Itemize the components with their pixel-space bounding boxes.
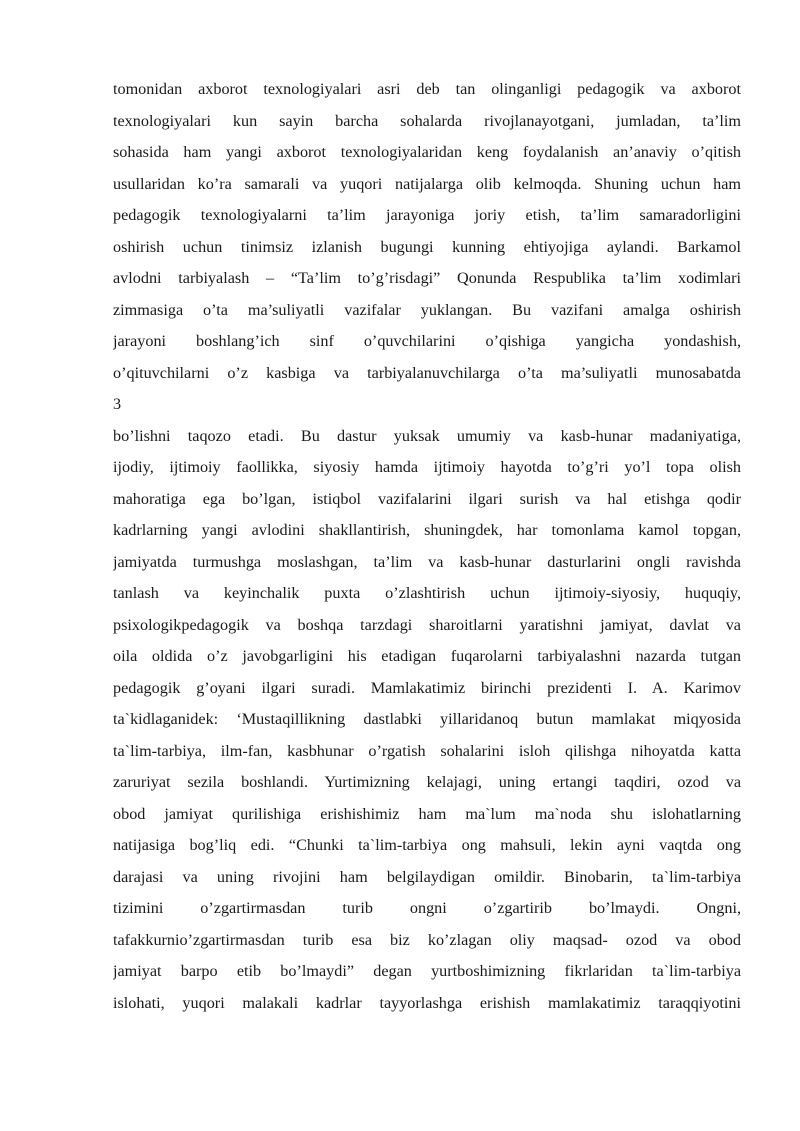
text-line: jarayoni boshlang’ich sinf o’quvchilarini o’qishiga yangicha yondashish, xyxy=(113,332,741,350)
text-line: pedagogik g’oyani ilgari suradi. Mamlakatimiz birinchi prezidenti I. A. Karimov xyxy=(113,678,741,697)
text-line: usullaridan ko’ra samarali va yuqori natijalarga olib kelmoqda. Shuning uchun ham xyxy=(113,174,741,193)
text-line: ta`lim-tarbiya, ilm-fan, kasbhunar o’rgatish sohalarini isloh qilishga nihoyatda katta xyxy=(113,741,741,760)
text-line: ta`kidlaganidek: ‘Mustaqillikning dastlabki yillaridanoq butun mamlakat miqyosida xyxy=(113,710,741,728)
text-line: jamiyatda turmushga moslashgan, ta’lim va kasb-hunar dasturlarini ongli ravishda xyxy=(113,552,741,571)
text-line: jamiyat barpo etib bo’lmaydi” degan yurtboshimizning fikrlaridan ta`lim-tarbiya xyxy=(113,962,741,980)
text-line: texnologiyalari kun sayin barcha sohalarda rivojlanayotgani, jumladan, ta’lim xyxy=(113,111,741,130)
text-line: bo’lishni taqozo etadi. Bu dastur yuksak umumiy va kasb-hunar madaniyatiga, xyxy=(113,426,741,445)
text-line: islohati, yuqori malakali kadrlar tayyorlashga erishish mamlakatimiz taraqqiyotini xyxy=(113,993,741,1012)
text-line: psixologikpedagogik va boshqa tarzdagi sharoitlarni yaratishni jamiyat, davlat va xyxy=(113,615,741,634)
text-line: tomonidan axborot texnologiyalari asri deb tan olinganligi pedagogik va axborot xyxy=(113,80,741,98)
text-line: avlodni tarbiyalash – “Ta’lim to’g’risdagi” Qonunda Respublika ta’lim xodimlari xyxy=(113,269,741,287)
text-line: pedagogik texnologiyalarni ta’lim jarayoniga joriy etish, ta’lim samaradorligini xyxy=(113,206,741,224)
text-line: oila oldida o’z javobgarligini his etadigan fuqarolarni tarbiyalashni nazarda tutgan xyxy=(113,647,741,665)
text-line: darajasi va uning rivojini ham belgilaydigan omildir. Binobarin, ta`lim-tarbiya xyxy=(113,867,741,886)
paragraph-block-1 xyxy=(113,74,741,389)
paragraph-block-2 xyxy=(113,421,741,1020)
document-page xyxy=(113,74,741,1019)
text-line: tizimini o’zgartirmasdan turib ongni o’zgartirib bo’lmaydi. Ongni, xyxy=(113,899,741,917)
text-line: obod jamiyat qurilishiga erishishimiz ham ma`lum ma`noda shu islohatlarning xyxy=(113,804,741,823)
text-line: oshirish uchun tinimsiz izlanish bugungi kunning ehtiyojiga aylandi. Barkamol xyxy=(113,237,741,256)
text-line: o’qituvchilarni o’z kasbiga va tarbiyalanuvchilarga o’ta ma’suliyatli munosabatda xyxy=(113,363,741,382)
text-line: natijasiga bog’liq edi. “Chunki ta`lim-tarbiya ong mahsuli, lekin ayni vaqtda ong xyxy=(113,836,741,854)
text-line: ijodiy, ijtimoiy faollikka, siyosiy hamda ijtimoiy hayotda to’g’ri yo’l topa olish xyxy=(113,458,741,476)
text-line: mahoratiga ega bo’lgan, istiqbol vazifalarini ilgari surish va hal etishga qodir xyxy=(113,489,741,508)
text-line: zimmasiga o’ta ma’suliyatli vazifalar yuklangan. Bu vazifani amalga oshirish xyxy=(113,300,741,319)
text-line: zaruriyat sezila boshlandi. Yurtimizning kelajagi, uning ertangi taqdiri, ozod va xyxy=(113,773,741,791)
text-line: tafakkurnio’zgartirmasdan turib esa biz ko’zlagan oliy maqsad- ozod va obod xyxy=(113,930,741,949)
page-number: 3 xyxy=(113,395,122,413)
text-line: kadrlarning yangi avlodini shakllantirish, shuningdek, har tomonlama kamol topgan, xyxy=(113,521,741,539)
text-line: tanlash va keyinchalik puxta o’zlashtirish uchun ijtimoiy-siyosiy, huquqiy, xyxy=(113,584,741,602)
text-line: sohasida ham yangi axborot texnologiyalaridan keng foydalanish an’anaviy o’qitish xyxy=(113,143,741,161)
